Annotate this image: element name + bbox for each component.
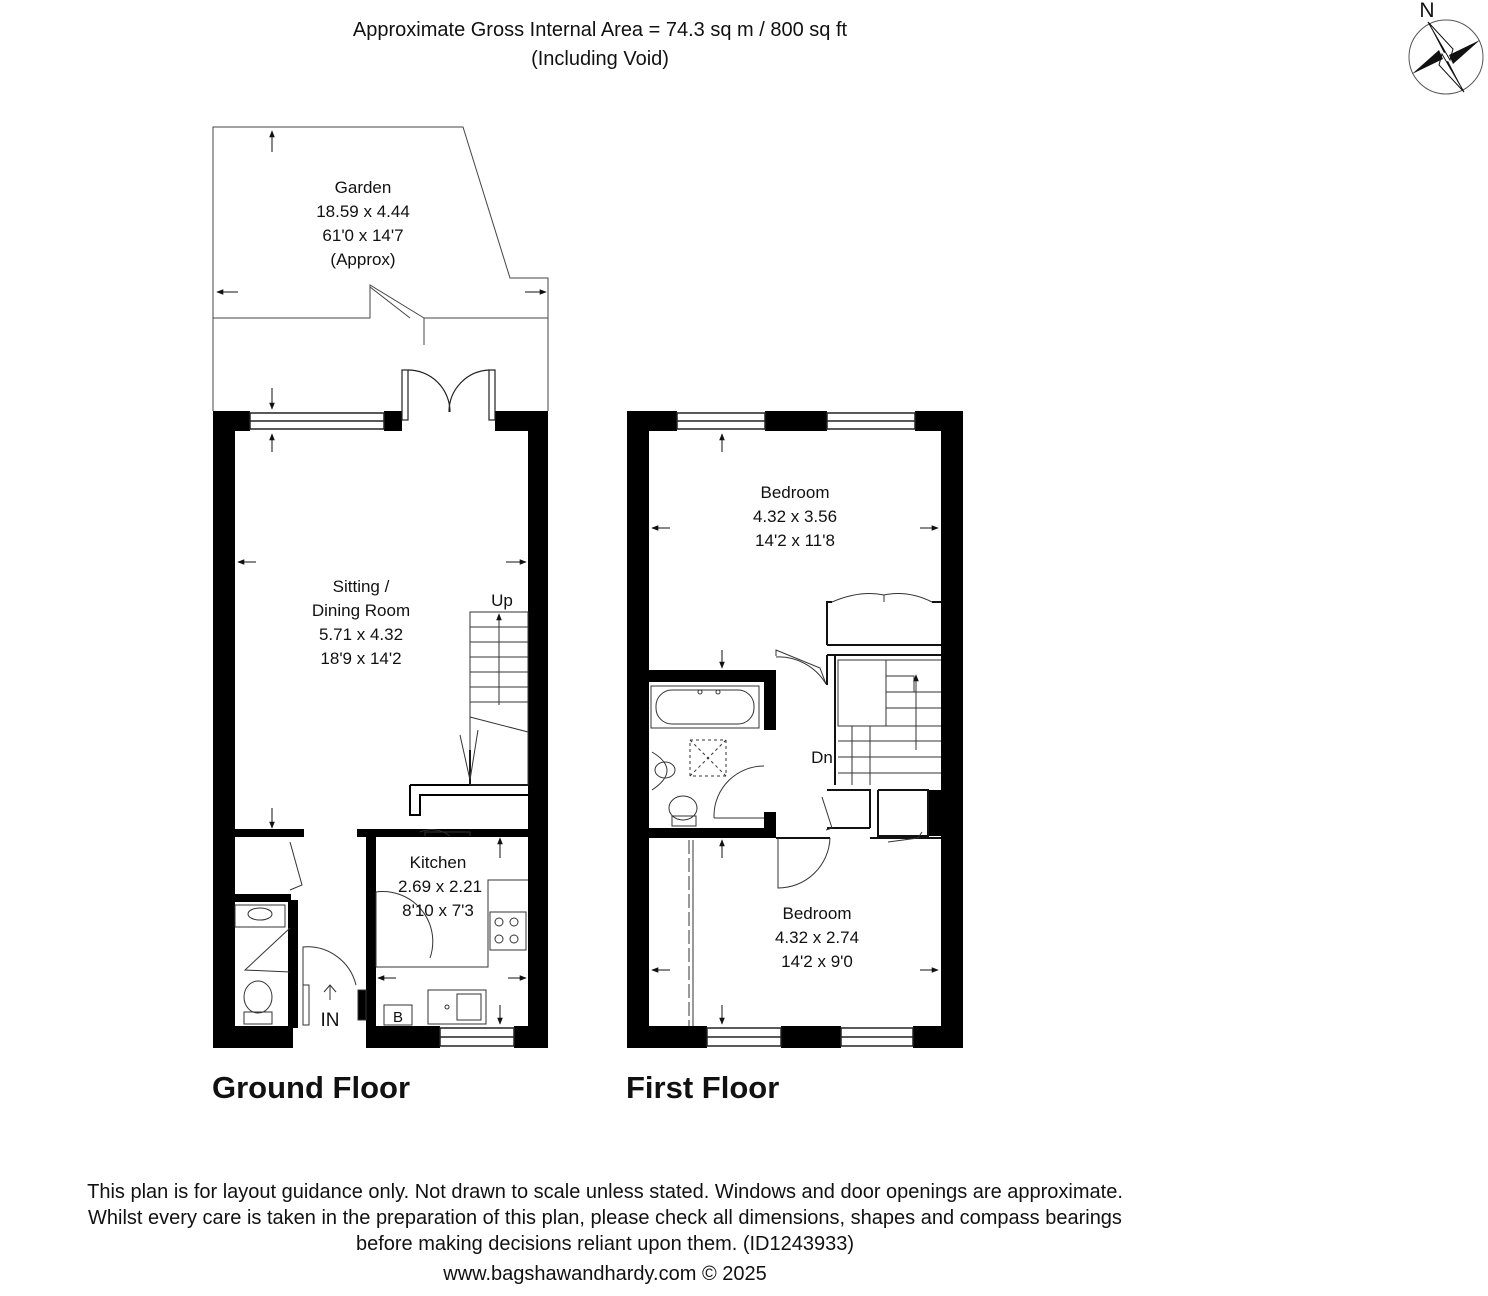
disclaimer-line-3: before making decisions reliant upon them. (ID1243933) [355,1233,855,1255]
compass-icon [1409,20,1483,94]
boiler-label: B [392,1009,404,1026]
bedroom2-name: Bedroom [782,904,852,923]
entrance-label: IN [320,1010,340,1031]
first-window-rear-1 [677,413,765,429]
bedroom1-metric: 4.32 x 3.56 [752,507,838,526]
sitting-imperial: 18'9 x 14'2 [320,649,402,668]
garden-imperial: 61'0 x 14'7 [322,226,404,245]
footer-website-line [0,1262,1210,1287]
first-stairs [838,660,941,785]
sitting-name-2: Dining Room [311,601,411,620]
french-doors [402,370,495,420]
kitchen-name: Kitchen [409,853,467,872]
bathroom-fittings [651,686,764,826]
ground-window-front [440,1028,514,1046]
ground-stairs [460,612,528,785]
bedroom1-imperial: 14'2 x 11'8 [755,531,835,550]
bedroom2-metric: 4.32 x 2.74 [774,928,860,947]
ground-window-rear [250,413,384,429]
disclaimer-line-2: Whilst every care is taken in the preparation of this plan, please check all dimensions, shapes and compass bearings [88,1207,1122,1229]
ground-floor-title: Ground Floor [212,1070,411,1105]
first-window-front-1 [707,1028,781,1046]
void-note: (Including Void) [531,48,669,70]
sitting-name-1: Sitting / [332,577,390,596]
bedroom2-imperial: 14'2 x 9'0 [781,952,853,971]
first-floor-title: First Floor [626,1070,780,1105]
disclaimer-line-1: This plan is for layout guidance only. Not drawn to scale unless stated. Windows and door openings are approximate. [87,1181,1123,1203]
sitting-metric: 5.71 x 4.32 [318,625,404,644]
first-window-front-2 [841,1028,913,1046]
stairs-down-label: Dn [811,748,833,767]
first-window-rear-2 [827,413,915,429]
wardrobe-doors [832,594,932,602]
stairs-up-label: Up [491,591,513,610]
website-link[interactable]: www.bagshawandhardy.com [443,1263,697,1285]
kitchen-imperial: 8'10 x 7'3 [402,901,474,920]
kitchen-metric: 2.69 x 2.21 [397,877,483,896]
area-summary: Approximate Gross Internal Area = 74.3 sq m / 800 sq ft [352,19,848,41]
bedroom1-name: Bedroom [760,483,830,502]
garden-outline [213,127,548,411]
garden-note: (Approx) [330,250,396,269]
garden-name: Garden [334,178,392,197]
north-label: N [1419,0,1435,22]
copyright-text: © 2025 [701,1263,767,1285]
garden-metric: 18.59 x 4.44 [316,202,410,221]
